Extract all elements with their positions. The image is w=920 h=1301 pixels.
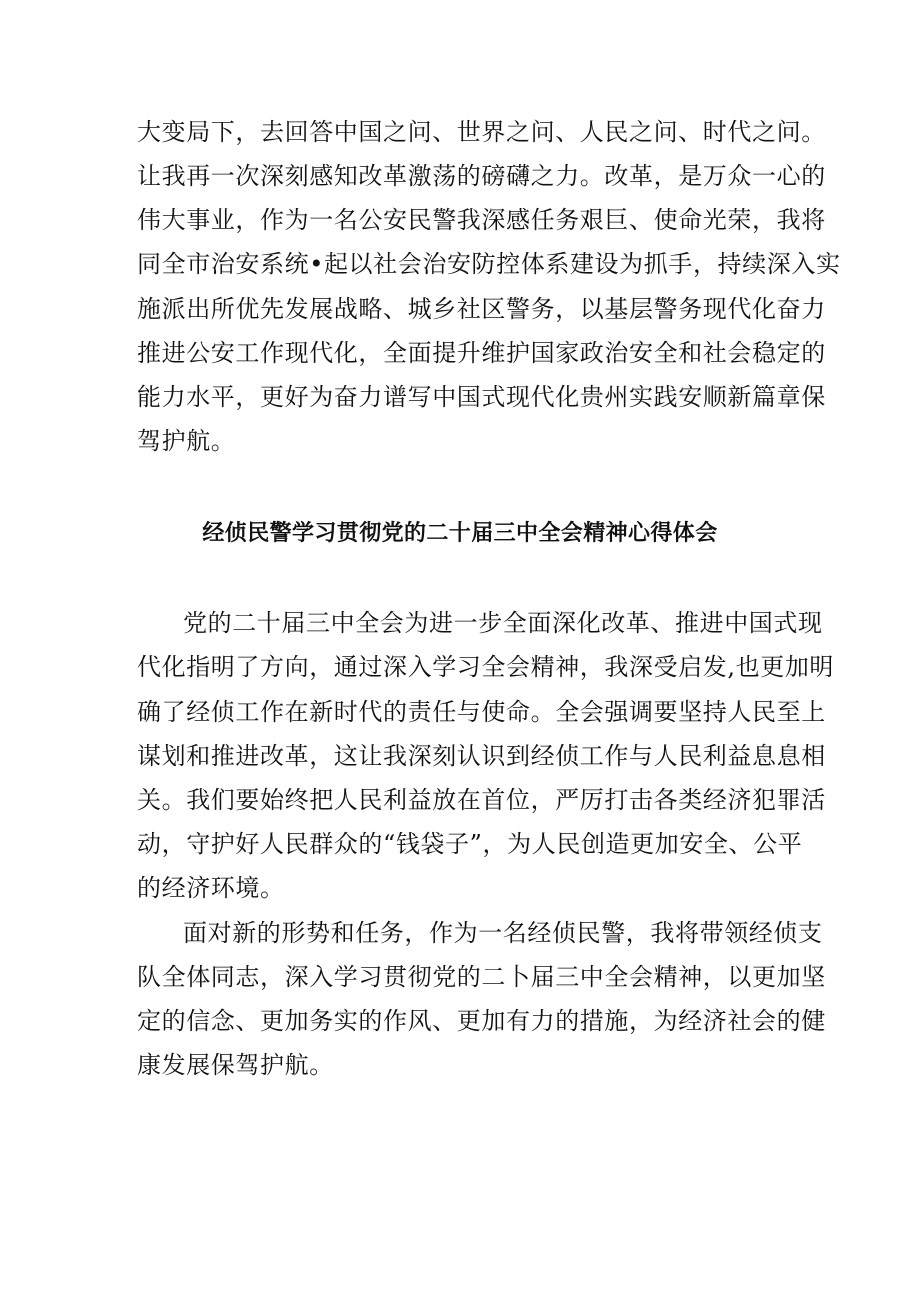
intro-line: 大变局下，去回答中国之问、世界之问、人民之问、时代之问。: [137, 118, 826, 146]
paragraph-line: 动，守护好人民群众的“钱袋子”，为人民创造更加安全、公平: [137, 830, 803, 858]
intro-line: 让我再一次深刻感知改革激荡的磅礴之力。改革，是万众一心的: [137, 162, 826, 190]
paragraph-line: 谋划和推进改革，这让我深刻认识到经侦工作与人民利益息息相: [137, 742, 826, 770]
intro-line: 同全市治安系统•起以社会治安防控体系建设为抓手，持续深入实: [137, 250, 841, 278]
paragraph-line: 代化指明了方向，通过深入学习全会精神，我深受启发,也更加明: [137, 653, 835, 681]
paragraph-line: 定的信念、更加务实的作风、更加有力的措施，为经济社会的健: [137, 1007, 826, 1035]
intro-line: 驾护航。: [137, 427, 236, 455]
intro-line: 伟大事业，作为一名公安民警我深感任务艰巨、使命光荣，我将: [137, 206, 826, 234]
paragraph-line: 队全体同志，深入学习贯彻党的二卜届三中全会精神，以更加坚: [137, 963, 826, 991]
paragraph-line: 党的二十届三中全会为进一步全面深化改革、推进中国式现: [183, 609, 823, 637]
article-title: 经侦民警学习贯彻党的二十届三中全会精神心得体会: [202, 521, 718, 546]
paragraph-line: 面对新的形势和任务，作为一名经侦民警，我将带领经侦支: [183, 919, 823, 947]
intro-line: 能力水平，更好为奋力谱写中国式现代化贵州实践安顺新篇章保: [137, 383, 826, 411]
paragraph-line: 的经济环境。: [137, 874, 285, 902]
intro-line: 施派出所优先发展战略、城乡社区警务，以基层警务现代化奋力: [137, 295, 826, 323]
paragraph-line: 确了经侦工作在新时代的责任与使命。全会强调要坚持人民至上: [137, 698, 826, 726]
paragraph-line: 关。我们要始终把人民利益放在首位，严厉打击各类经济犯罪活: [137, 786, 826, 814]
paragraph-line: 康发展保驾护航。: [137, 1051, 334, 1079]
intro-line: 推进公安工作现代化，全面提升维护国家政治安全和社会稳定的: [137, 339, 826, 367]
